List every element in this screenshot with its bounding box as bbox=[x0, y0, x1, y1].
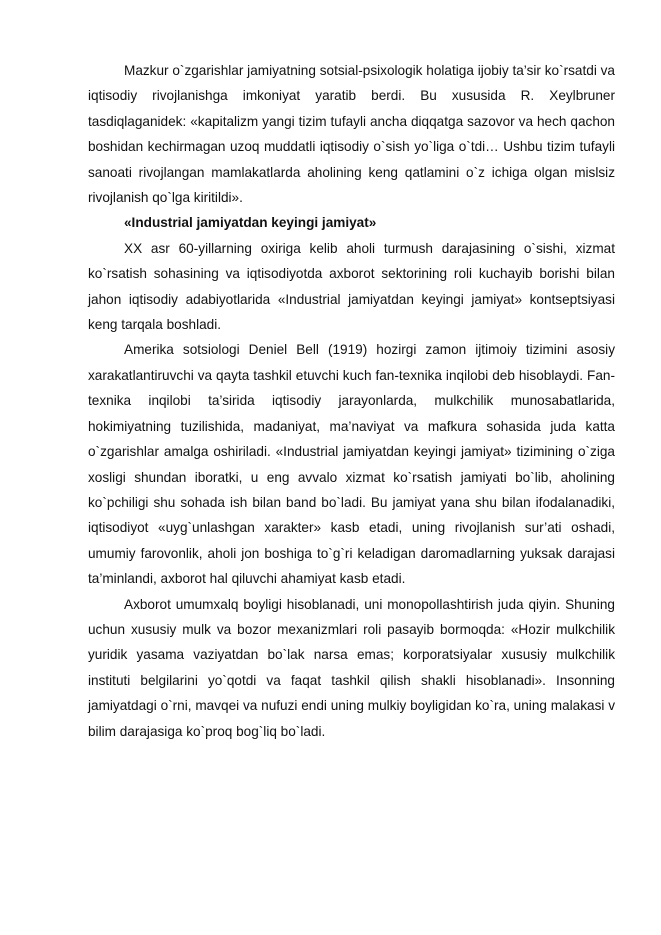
paragraph-intro: Mazkur o`zgarishlar jamiyatning sotsial-psixologik holatiga ijobiy ta’sir ko`rsatdi va iqtisodiy rivojlanishga imkoniyat yaratib berdi. Bu xususida R. Xeylbruner tasdiqlaganidek: «kapitalizm yangi tizim tufayli ancha diqqatga sazovor va hech qachon boshidan kechirmagan uzoq muddatli iqtisodiy o`sish yo`liga o`tdi… Ushbu tizim tufayli sanoati rivojlangan mamlakatlarda aholining keng qatlamini o`z ichiga olgan mislsiz rivojlanish qo`lga kiritildi». bbox=[88, 63, 615, 206]
paragraph-bell: Amerika sotsiologi Deniel Bell (1919) hozirgi zamon ijtimoiy tizimini asosiy xarakatlantiruvchi va qayta tashkil etuvchi kuch fan-texnika inqilobi deb hisoblaydi. Fan-texnika inqilobi ta’sirida iqtisodiy jarayonlarda, mulkchilik munosabatlarida, hokimiyatning tuzilishida, madaniyat, ma’naviyat va mafkura sohasida juda katta o`zgarishlar amalga oshiriladi. «Industrial jamiyatdan keyingi jamiyat» tizimining o`ziga xosligi shundan iboratki, u eng avvalo xizmat ko`rsatish jamiyati bo`lib, aholining ko`pchiligi shu sohada ish bilan band bo`ladi. Bu jamiyat yana shu bilan ifodalanadiki, iqtisodiyot «uyg`unlashgan xarakter» kasb etadi, uning rivojlanish sur’ati oshadi, umumiy farovonlik, aholi jon boshiga to`g`ri keladigan daromadlarning yuksak darajasi ta’minlandi, axborot hal qiluvchi ahamiyat kasb etadi. bbox=[88, 342, 615, 587]
document-body bbox=[88, 58, 615, 744]
section-heading: «Industrial jamiyatdan keyingi jamiyat» bbox=[124, 215, 377, 231]
paragraph-concept: XX asr 60-yillarning oxiriga kelib aholi turmush darajasining o`sishi, xizmat ko`rsatish sohasining va iqtisodiyotda axborot sektorining roli kuchayib borishi bilan jahon iqtisodiy adabiyotlarida «Industrial jamiyatdan keyingi jamiyat» kontseptsiyasi keng tarqala boshladi. bbox=[88, 240, 615, 333]
paragraph-information: Axborot umumxalq boyligi hisoblanadi, uni monopollashtirish juda qiyin. Shuning uchun xususiy mulk va bozor mexanizmlari roli pasayib bormoqda: «Hozir mulkchilik yuridik yasama vaziyatdan bo`lak narsa emas; korporatsiyalar xususiy mulkchilik instituti belgilarini yo`qotdi va faqat tashkil qilish shakli hisoblanadi». Insonning jamiyatdagi o`rni, mavqei va nufuzi endi uning mulkiy boyligidan ko`ra, uning malakasi v bilim darajasiga ko`proq bog`liq bo`ladi. bbox=[88, 596, 615, 739]
